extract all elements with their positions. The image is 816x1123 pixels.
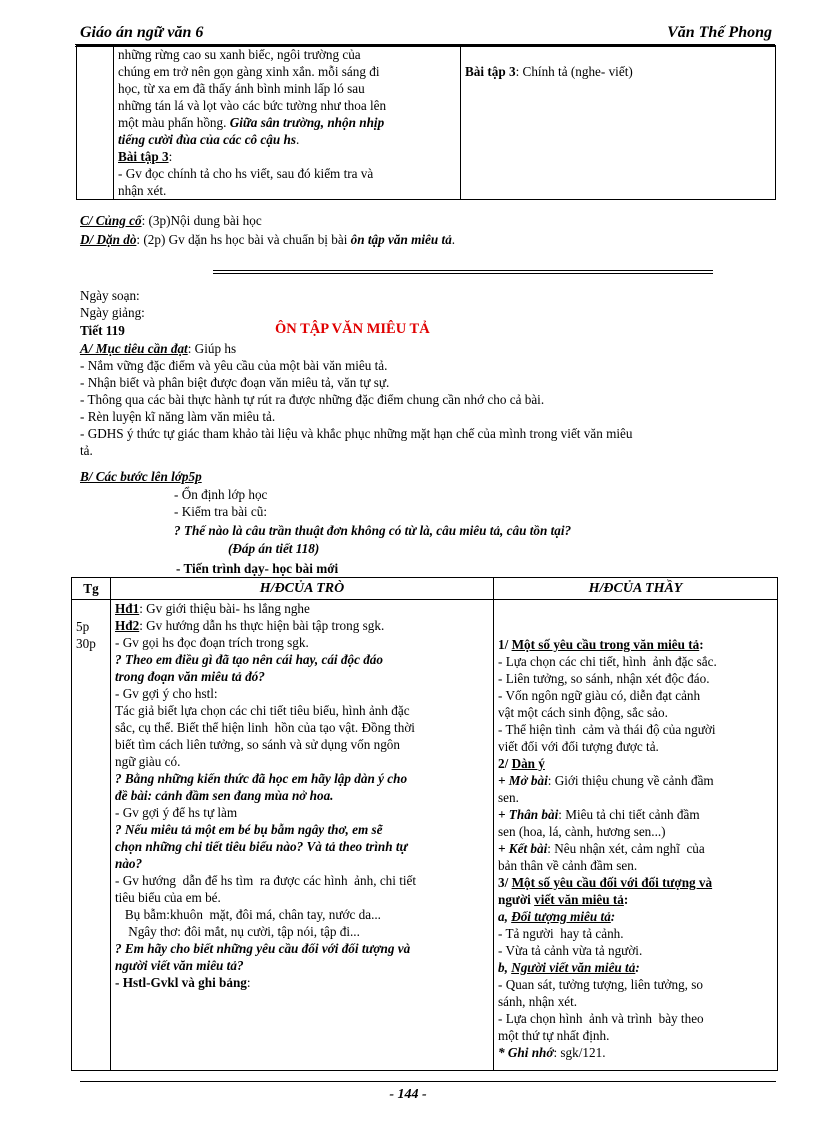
tro-line: :	[246, 975, 251, 990]
tro-line: Tác giả biết lựa chọn các chi tiết tiêu biểu, hình ảnh đặc	[115, 703, 410, 718]
thay-line-num: a,	[498, 909, 512, 924]
tro-line: biết tìm cách liên tưởng, so sánh và sử dụng vốn ngôn	[115, 737, 400, 752]
thay-line-num: người	[498, 892, 535, 907]
muc-tieu-list	[80, 357, 632, 459]
header-left: Giáo án ngữ văn 6	[80, 24, 204, 41]
thay-line	[498, 636, 773, 653]
tro-line: đề bài: cảnh đầm sen đang mùa nở hoa.	[115, 788, 334, 803]
dan-do	[80, 231, 455, 248]
top-table-right-cell	[461, 46, 776, 200]
top-left-line: những tán lá và lọt vào các bức tường như thoa lên	[118, 98, 387, 113]
tro-line: ? Em hãy cho biết những yêu cầu đối với đối tượng và	[115, 941, 411, 956]
question: ? Thế nào là câu trần thuật đơn không có từ là, câu miêu tả, câu tồn tại?	[174, 523, 572, 538]
thay-line-num: 2/	[498, 756, 512, 771]
thay-line: - Quan sát, tưởng tượng, liên tưởng, so	[498, 977, 703, 992]
thay-line: - Lựa chọn các chi tiết, hình ảnh đặc sắc.	[498, 654, 717, 669]
thay-line: - Vốn ngôn ngữ giàu có, diễn đạt cảnh	[498, 688, 701, 703]
tro-line: - Gv gợi ý để hs tự làm	[115, 805, 238, 820]
thay-line-rest: : sgk/121.	[553, 1045, 606, 1060]
hd2-label: Hđ2	[115, 618, 140, 633]
tiet: Tiết 119	[80, 323, 125, 338]
top-left-line: chúng em trở nên gọn gàng xinh xắn. mỗi sáng đi	[118, 64, 380, 79]
page-number: - 144 -	[389, 1087, 427, 1102]
thay-line-colon: :	[699, 637, 704, 652]
thay-line-emphasis: * Ghi nhớ	[498, 1045, 554, 1060]
thay-line	[498, 755, 773, 772]
thay-line	[498, 959, 773, 976]
tro-line: trong đoạn văn miêu tả đó?	[115, 669, 265, 684]
cac-buoc-label: B/ Các bước lên lớp5p	[80, 469, 202, 484]
muc-tieu-text: : Giúp hs	[187, 341, 237, 356]
main-table	[71, 577, 778, 1071]
muc-tieu-item: - GDHS ý thức tự giác tham khảo tài liệu và khắc phục những mặt hạn chế của mình trong viết văn miêu	[80, 426, 633, 441]
hd2-text: : Gv hướng dẫn hs thực hiện bài tập trong sgk.	[139, 618, 385, 633]
muc-tieu-item: tả.	[80, 443, 93, 458]
thay-line-num: b,	[498, 960, 512, 975]
thay-line-colon: :	[610, 909, 616, 924]
dan-do-label: D/ Dặn dò	[80, 232, 137, 247]
thay-line	[498, 874, 773, 891]
header-tro: H/ĐCỦA TRÒ	[111, 578, 494, 600]
cung-co-label: C/ Củng cố	[80, 213, 142, 228]
tro-line: sắc, cụ thể. Biết thể hiện linh hồn của tạo vật. Đồng thời	[115, 720, 415, 735]
thay-line-rest: : Miêu tả chi tiết cảnh đầm	[558, 807, 700, 822]
dan-do-text: : (2p) Gv dặn hs học bài và chuẩn bị bài	[136, 232, 351, 247]
tro-line: người viết văn miêu tả?	[115, 958, 244, 973]
muc-tieu-item: - Thông qua các bài thực hành tự rút ra được những đặc điểm chung cần nhớ cho cả bài.	[80, 392, 545, 407]
thay-line: sánh, nhận xét.	[498, 994, 578, 1009]
bt3-line: nhận xét.	[118, 183, 167, 198]
right-bt3-text: : Chính tả (nghe- viết)	[515, 64, 633, 79]
tro-line: - Gv hướng dẫn để hs tìm ra được các hình ảnh, chi tiết	[115, 873, 417, 888]
cung-co	[80, 212, 262, 229]
thay-line: một thứ tự nhất định.	[498, 1028, 610, 1043]
top-table-left-cell	[114, 46, 461, 200]
thay-line-emphasis: + Kết bài	[498, 841, 548, 856]
thay-line: - Lựa chọn hình ảnh và trình bày theo	[498, 1011, 704, 1026]
bt3-line: - Gv đọc chính tả cho hs viết, sau đó kiểm tra và	[118, 166, 374, 181]
top-left-lines	[118, 46, 456, 131]
tro-lines	[115, 634, 489, 991]
dan-do-end: .	[451, 232, 456, 247]
thay-line	[498, 840, 773, 857]
tro-line: ? Nếu miêu tả một em bé bụ bẫm ngây thơ, em sẽ	[115, 822, 383, 837]
steps-list	[174, 486, 267, 520]
muc-tieu	[80, 340, 236, 357]
right-bt3-label: Bài tập 3	[465, 64, 516, 79]
thay-line-heading: Một số yêu cầu trong văn miêu tả	[511, 637, 700, 652]
tro-line: nào?	[115, 856, 143, 871]
tro-line: chọn những chi tiết tiêu biểu nào? Và tả theo trình tự	[115, 839, 408, 854]
top-table	[76, 45, 776, 200]
thay-line: viết đối với đối tượng được tả.	[498, 739, 659, 754]
step-item: - Kiểm tra bài cũ:	[174, 504, 268, 519]
tg-cell	[72, 600, 111, 1071]
tro-line: Ngây thơ: đôi mắt, nụ cười, tập nói, tập đi...	[115, 924, 360, 939]
answer: (Đáp án tiết 118)	[228, 541, 320, 556]
thay-lines	[498, 636, 773, 1061]
tro-cell	[111, 600, 494, 1071]
top-left-line	[118, 114, 456, 131]
tg-5p: 5p	[76, 619, 90, 634]
thay-line-heading: Dàn ý	[511, 756, 545, 771]
step-item: - Ổn định lớp học	[174, 487, 268, 502]
tro-line: ? Theo em điều gì đã tạo nên cái hay, cái độc đáo	[115, 652, 383, 667]
muc-tieu-item: - Nhận biết và phân biệt được đoạn văn miêu tả, văn tự sự.	[80, 375, 390, 390]
top-table-empty-cell	[77, 46, 114, 200]
top-left-line-text: một màu phấn hồng.	[118, 115, 230, 130]
thay-line-heading: Đối tượng miêu tả	[511, 909, 611, 924]
ngay-giang: Ngày giảng:	[80, 305, 145, 320]
thay-line	[498, 1044, 773, 1061]
tien-trinh: - Tiến trình dạy- học bài mới	[176, 561, 339, 576]
thay-line-heading: Một số yêu cầu đối với đối tượng và	[511, 875, 713, 890]
tro-line: - Hstl-Gvkl và ghi bảng	[115, 975, 247, 990]
top-left-line: những rừng cao su xanh biếc, ngôi trường của	[118, 47, 361, 62]
header-thay: H/ĐCỦA THẦY	[494, 578, 778, 600]
tro-line: tiêu biểu của em bé.	[115, 890, 221, 905]
tro-line: ? Bằng những kiến thức đã học em hãy lập dàn ý cho	[115, 771, 408, 786]
header-right: Văn Thế Phong	[667, 24, 772, 41]
dan-do-bold: ôn tập văn miêu tả	[350, 232, 452, 247]
muc-tieu-item: - Nắm vững đặc điểm và yêu cầu của một bài văn miêu tả.	[80, 358, 388, 373]
thay-line-num: 1/	[498, 637, 512, 652]
thay-line-colon: :	[635, 960, 640, 975]
thay-line: sen (hoa, lá, cành, hương sen...)	[498, 824, 666, 839]
thay-line-heading: Người viết văn miêu tả	[511, 960, 636, 975]
tg-30p: 30p	[76, 636, 96, 651]
thay-line-emphasis: + Mở bài	[498, 773, 548, 788]
thay-line: sen.	[498, 790, 519, 805]
top-left-bold-tail: Giữa sân trường, nhộn nhịp	[229, 115, 385, 130]
thay-line: - Liên tưởng, so sánh, nhận xét độc đáo.	[498, 671, 710, 686]
thay-line: - Tả người hay tả cảnh.	[498, 926, 624, 941]
thay-line	[498, 772, 773, 789]
top-left-line: học, từ xa em đã thấy ánh bình minh lấp ló sau	[118, 81, 365, 96]
thay-line: vật một cách sinh động, sắc sảo.	[498, 705, 668, 720]
lesson-title: ÔN TẬP VĂN MIÊU TẢ	[275, 321, 430, 337]
tro-line: - Gv gọi hs đọc đoạn trích trong sgk.	[115, 635, 309, 650]
thay-line: bản thân về cảnh đầm sen.	[498, 858, 638, 873]
footer-rule	[80, 1081, 776, 1082]
thay-line: - Thể hiện tình cảm và thái độ của người	[498, 722, 716, 737]
thay-line-num: 3/	[498, 875, 512, 890]
tro-line: ngữ giàu có.	[115, 754, 181, 769]
thay-line-colon: :	[623, 892, 629, 907]
thay-line	[498, 806, 773, 823]
hd1-label: Hđ1	[115, 601, 140, 616]
thay-line: - Vừa tả cảnh vừa tả người.	[498, 943, 643, 958]
header-tg: Tg	[72, 578, 111, 600]
section-divider	[213, 270, 713, 274]
thay-line	[498, 891, 773, 908]
ngay-soan: Ngày soạn:	[80, 288, 140, 303]
bt3-lines	[118, 165, 456, 199]
cung-co-text: : (3p)Nội dung bài học	[141, 213, 262, 228]
bt3-label: Bài tập 3	[118, 149, 169, 164]
muc-tieu-label: A/ Mục tiêu cần đạt	[80, 341, 188, 356]
thay-line-rest: : Nêu nhận xét, cảm nghĩ của	[547, 841, 705, 856]
hd1-text: : Gv giới thiệu bài- hs lắng nghe	[139, 601, 310, 616]
thay-line-heading: viết văn miêu tả	[534, 892, 624, 907]
thay-line	[498, 908, 773, 925]
tro-line: Bụ bẫm:khuôn mặt, đôi má, chân tay, nước da...	[115, 907, 381, 922]
top-left-bold-end: .	[295, 132, 300, 147]
thay-cell	[494, 600, 778, 1071]
tro-line: - Gv gợi ý cho hstl:	[115, 686, 218, 701]
thay-line-rest: : Giới thiệu chung về cảnh đầm	[547, 773, 714, 788]
top-left-bold: tiếng cười đùa của các cô cậu hs	[118, 132, 296, 147]
thay-line-emphasis: + Thân bài	[498, 807, 559, 822]
muc-tieu-item: - Rèn luyện kĩ năng làm văn miêu tả.	[80, 409, 276, 424]
bt3-colon: :	[168, 149, 173, 164]
